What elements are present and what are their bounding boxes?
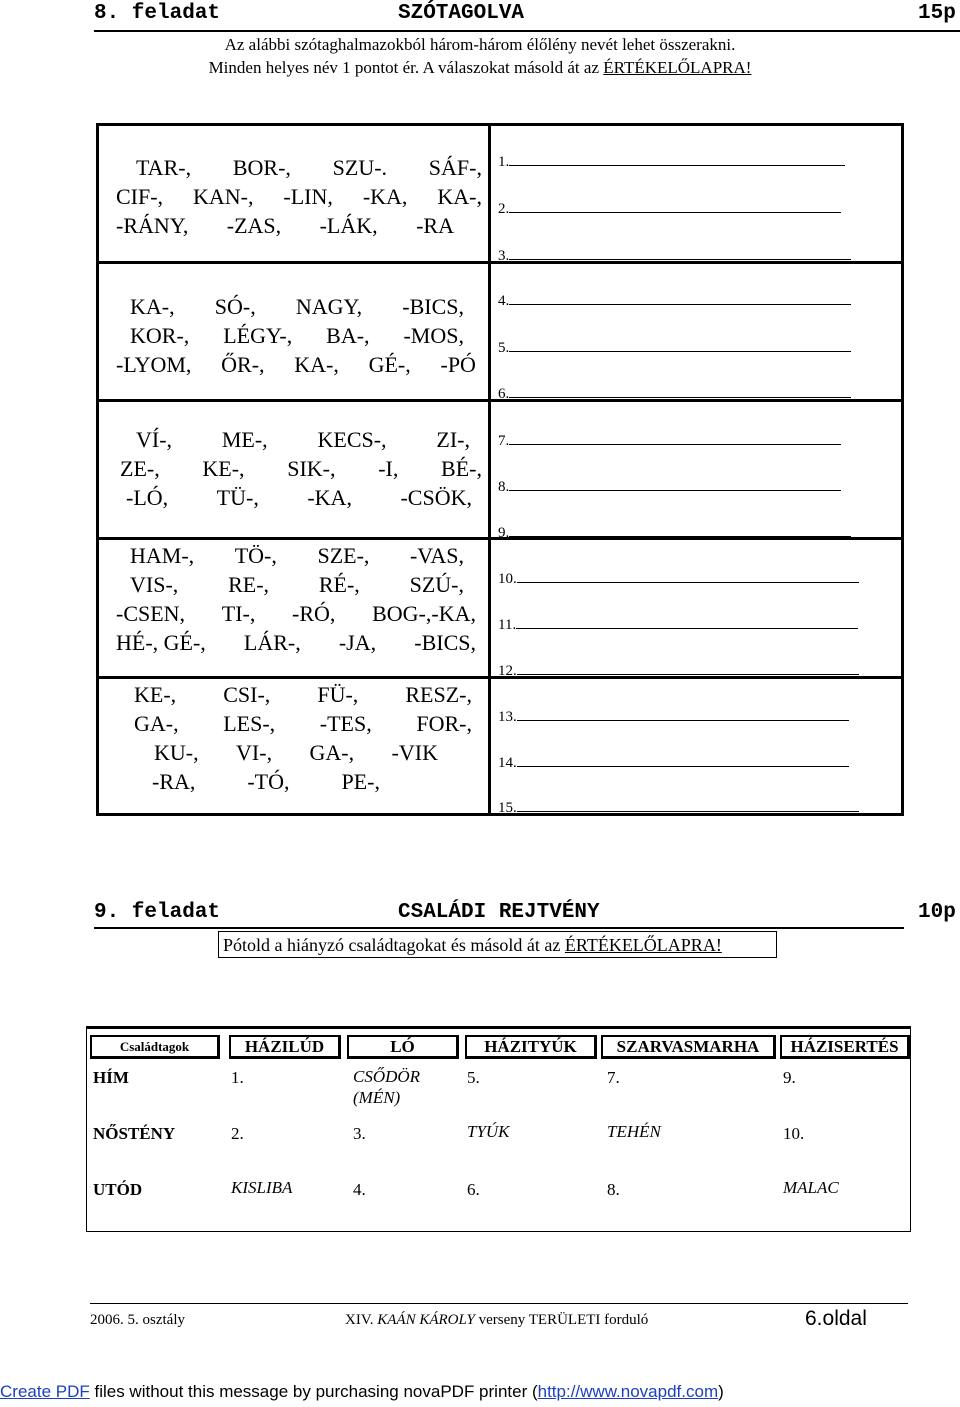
answer-cell-1[interactable]: 1. bbox=[231, 1068, 244, 1087]
syllable: ZI-, bbox=[436, 427, 470, 452]
syllable: TÜ-, bbox=[216, 485, 259, 510]
syllable-line bbox=[116, 350, 476, 379]
syllable: ZE-, bbox=[120, 456, 160, 481]
column-header-text: LÓ bbox=[390, 1037, 415, 1056]
syllable-line bbox=[152, 767, 380, 796]
syllable-block-5 bbox=[134, 680, 472, 738]
syllable: KECS-, bbox=[317, 427, 387, 452]
answer-cell-2[interactable]: 2. bbox=[231, 1124, 244, 1143]
answer-cell-5[interactable]: 5. bbox=[467, 1068, 480, 1087]
answer-cell-9[interactable]: 9. bbox=[783, 1068, 796, 1087]
column-header-text: HÁZITYÚK bbox=[484, 1037, 577, 1056]
answer-blank[interactable] bbox=[516, 614, 858, 629]
answer-blank[interactable] bbox=[509, 383, 851, 398]
cell-tehen: TEHÉN bbox=[607, 1122, 661, 1141]
answer-number: 6. bbox=[498, 386, 510, 402]
task8-header-rule bbox=[94, 30, 960, 32]
syllable: PE-, bbox=[341, 769, 380, 794]
column-header-hazisertes bbox=[780, 1035, 910, 1059]
cell-csodor-line1: CSŐDÖR bbox=[353, 1067, 421, 1086]
answer-cell-6[interactable]: 6. bbox=[467, 1180, 480, 1199]
footer-page-number: 6.oldal bbox=[805, 1307, 867, 1330]
task8-instructions-line1: Az alábbi szótaghalmazokból három-három élőlény nevét lehet összerakni. bbox=[224, 35, 736, 54]
syllable: KOR-, bbox=[130, 323, 190, 348]
answer-blank[interactable] bbox=[509, 290, 851, 305]
footer-center bbox=[345, 1312, 648, 1329]
answer-line[interactable] bbox=[498, 430, 841, 450]
answer-number: 3. bbox=[498, 248, 510, 264]
syllable: -VAS, bbox=[409, 543, 464, 568]
syllable: VIS-, bbox=[130, 572, 179, 597]
syllable-line bbox=[116, 599, 476, 628]
syllable: -BICS, bbox=[402, 294, 464, 319]
answer-number: 2. bbox=[498, 201, 510, 217]
syllable: GÉ-, bbox=[368, 352, 411, 377]
syllable-line bbox=[130, 570, 464, 599]
banner-link-url[interactable]: http://www.novapdf.com bbox=[537, 1382, 719, 1401]
cell-csodor bbox=[353, 1066, 420, 1108]
answer-blank[interactable] bbox=[509, 476, 841, 491]
task9-header-rule bbox=[94, 927, 904, 929]
syllable: TAR-, bbox=[136, 155, 192, 180]
syllable: LÁR-, bbox=[243, 630, 301, 655]
syllable: -PÓ bbox=[440, 352, 476, 377]
answer-line[interactable] bbox=[498, 522, 851, 542]
footer-center-suffix: verseny TERÜLETI forduló bbox=[474, 1312, 649, 1328]
novapdf-banner bbox=[0, 1382, 960, 1402]
answer-number: 13. bbox=[498, 709, 517, 725]
footer-center-prefix: XIV. bbox=[345, 1312, 378, 1328]
syllable: BOG-,-KA, bbox=[372, 601, 476, 626]
row-label-nosteny: NŐSTÉNY bbox=[93, 1124, 176, 1143]
answer-line[interactable] bbox=[498, 660, 859, 680]
task8-points: 15p bbox=[918, 2, 956, 25]
syllable: KA-, bbox=[130, 294, 175, 319]
answer-blank[interactable] bbox=[517, 660, 859, 675]
syllable: RÉ-, bbox=[318, 572, 360, 597]
answer-line[interactable] bbox=[498, 752, 849, 772]
syllable-line bbox=[136, 153, 482, 182]
syllable-line bbox=[130, 292, 464, 321]
task8-title: SZÓTAGOLVA bbox=[398, 2, 525, 25]
answer-cell-8[interactable]: 8. bbox=[607, 1180, 620, 1199]
syllable: -KA, bbox=[362, 184, 408, 209]
column-header-hazilud bbox=[229, 1035, 341, 1059]
syllable: HÉ-, GÉ-, bbox=[116, 630, 206, 655]
syllable-line bbox=[126, 483, 472, 512]
column-header-text: SZARVASMARHA bbox=[616, 1037, 760, 1056]
syllable-block-3 bbox=[136, 425, 470, 454]
answer-number: 14. bbox=[498, 755, 517, 771]
syllable-block-5d bbox=[152, 767, 380, 796]
syllable: -MOS, bbox=[403, 323, 464, 348]
cell-csodor-line2: (MÉN) bbox=[353, 1088, 401, 1107]
task9-points: 10p bbox=[918, 901, 956, 924]
syllable-block-1 bbox=[136, 153, 482, 182]
syllable: BA-, bbox=[326, 323, 370, 348]
answer-number: 11. bbox=[498, 617, 517, 633]
answer-number: 8. bbox=[498, 479, 510, 495]
answer-line[interactable] bbox=[498, 198, 841, 218]
answer-number: 7. bbox=[498, 433, 510, 449]
syllable-block-1c bbox=[116, 211, 454, 240]
answer-number: 9. bbox=[498, 525, 510, 541]
answer-line[interactable] bbox=[498, 797, 859, 817]
syllable-line bbox=[116, 211, 454, 240]
answer-line[interactable] bbox=[498, 383, 851, 403]
syllable: -TES, bbox=[319, 711, 372, 736]
syllable-block-3c bbox=[126, 483, 472, 512]
answer-blank[interactable] bbox=[509, 522, 851, 537]
syllable: TI-, bbox=[221, 601, 256, 626]
answer-number: 5. bbox=[498, 340, 510, 356]
syllable: KAN-, bbox=[192, 184, 254, 209]
syllable: HAM-, bbox=[130, 543, 195, 568]
syllable-block-4c bbox=[116, 599, 476, 657]
answer-blank[interactable] bbox=[517, 752, 849, 767]
syllable: -KA, bbox=[307, 485, 352, 510]
task9-instruction-text: Pótold a hiányzó családtagokat és másold át az bbox=[223, 935, 565, 955]
banner-end: ) bbox=[718, 1382, 724, 1401]
task8-instructions-line2 bbox=[0, 58, 960, 78]
syllable: SÓ-, bbox=[214, 294, 256, 319]
syllable: SZE-, bbox=[317, 543, 370, 568]
syllable-line bbox=[130, 541, 464, 570]
syllable: NAGY, bbox=[295, 294, 363, 319]
answer-blank[interactable] bbox=[509, 337, 851, 352]
syllable: SÁF-, bbox=[428, 155, 482, 180]
syllable: ŐR-, bbox=[221, 352, 265, 377]
answer-blank[interactable] bbox=[509, 245, 851, 260]
answer-line[interactable] bbox=[498, 706, 849, 726]
answer-line[interactable] bbox=[498, 476, 841, 496]
answer-line[interactable] bbox=[498, 245, 851, 265]
column-header-lo bbox=[347, 1035, 459, 1059]
syllable: RESZ-, bbox=[405, 682, 472, 707]
syllable: -CSÖK, bbox=[400, 485, 472, 510]
answer-blank[interactable] bbox=[509, 198, 841, 213]
syllable: SZÚ-, bbox=[409, 572, 464, 597]
syllable: VÍ-, bbox=[136, 427, 173, 452]
syllable-block-2 bbox=[130, 292, 464, 350]
answer-number: 1. bbox=[498, 154, 510, 170]
answer-number: 10. bbox=[498, 571, 517, 587]
column-header-text: HÁZILÚD bbox=[244, 1037, 325, 1056]
syllable-line bbox=[116, 182, 482, 211]
syllable: KU-, bbox=[154, 740, 199, 765]
syllable-block-1b bbox=[116, 182, 482, 211]
syllable: BOR-, bbox=[232, 155, 291, 180]
answer-line[interactable] bbox=[498, 614, 858, 634]
table-header-label bbox=[90, 1035, 220, 1059]
answer-cell-10[interactable]: 10. bbox=[783, 1124, 805, 1143]
syllable: CIF-, bbox=[116, 184, 164, 209]
syllable-block-3b bbox=[120, 454, 482, 483]
column-header-szarvasmarha bbox=[601, 1035, 776, 1059]
column-header-hazityuk bbox=[465, 1035, 597, 1059]
task8-instructions-link[interactable]: ÉRTÉKELŐLAPRA! bbox=[603, 58, 752, 77]
syllable-line bbox=[134, 709, 472, 738]
syllable: KE-, bbox=[134, 682, 177, 707]
task9-instruction-box bbox=[218, 931, 777, 958]
syllable: -LYOM, bbox=[116, 352, 192, 377]
task8-number: 8. feladat bbox=[94, 2, 221, 25]
answer-number: 12. bbox=[498, 663, 517, 679]
syllable: -RA bbox=[416, 213, 454, 238]
syllable: ME-, bbox=[221, 427, 268, 452]
banner-link-create-pdf[interactable]: Create PDF bbox=[0, 1382, 90, 1401]
syllable: FÜ-, bbox=[317, 682, 359, 707]
syllable: VI-, bbox=[236, 740, 273, 765]
syllable-line bbox=[134, 680, 472, 709]
header-label-text: Családtagok bbox=[119, 1039, 190, 1054]
syllable: -CSEN, bbox=[116, 601, 186, 626]
answer-cell-4[interactable]: 4. bbox=[353, 1180, 366, 1199]
syllable: LES-, bbox=[223, 711, 276, 736]
syllable-line bbox=[154, 738, 438, 767]
cell-malac: MALAC bbox=[783, 1178, 839, 1197]
cell-tyuk: TYÚK bbox=[467, 1122, 510, 1141]
syllable: -ZAS, bbox=[226, 213, 282, 238]
footer-left: 2006. 5. osztály bbox=[90, 1312, 185, 1328]
row-label-him: HÍM bbox=[93, 1068, 129, 1087]
syllable: RE-, bbox=[228, 572, 270, 597]
answer-number: 15. bbox=[498, 800, 517, 816]
answer-cell-3[interactable]: 3. bbox=[353, 1124, 366, 1143]
syllable: LÉGY-, bbox=[223, 323, 293, 348]
syllable: SIK-, bbox=[287, 456, 336, 481]
syllable: BÉ-, bbox=[441, 456, 482, 481]
syllable: -LÓ, bbox=[126, 485, 169, 510]
syllable-line bbox=[120, 454, 482, 483]
column-header-text: HÁZISERTÉS bbox=[790, 1037, 899, 1056]
syllable-block-2c bbox=[116, 350, 476, 379]
syllable: -BICS, bbox=[414, 630, 476, 655]
syllable: -TÓ, bbox=[247, 769, 290, 794]
syllable: TÖ-, bbox=[234, 543, 277, 568]
syllable: -LIN, bbox=[283, 184, 333, 209]
answer-cell-7[interactable]: 7. bbox=[607, 1068, 620, 1087]
answer-line[interactable] bbox=[498, 337, 851, 357]
banner-text: files without this message by purchasing novaPDF printer ( bbox=[89, 1382, 538, 1401]
syllable-block-4 bbox=[130, 541, 464, 599]
syllable: -RÓ, bbox=[292, 601, 336, 626]
answer-blank[interactable] bbox=[509, 430, 841, 445]
syllable: SZU-. bbox=[332, 155, 388, 180]
answer-line[interactable] bbox=[498, 568, 859, 588]
syllable-line bbox=[130, 321, 464, 350]
answer-blank[interactable] bbox=[517, 568, 859, 583]
answer-blank[interactable] bbox=[517, 797, 859, 812]
answer-line[interactable] bbox=[498, 151, 845, 171]
syllable: -LÁK, bbox=[319, 213, 378, 238]
syllable: GA-, bbox=[134, 711, 179, 736]
answer-number: 4. bbox=[498, 293, 510, 309]
cell-kisliba: KISLIBA bbox=[231, 1178, 293, 1197]
grid-divider bbox=[488, 123, 491, 816]
syllable: FOR-, bbox=[416, 711, 472, 736]
syllable: KE-, bbox=[202, 456, 245, 481]
syllable-line bbox=[136, 425, 470, 454]
syllable: CSI-, bbox=[223, 682, 271, 707]
footer-center-italic: KAÁN KÁROLY bbox=[377, 1312, 475, 1328]
row-label-utod: UTÓD bbox=[93, 1180, 143, 1199]
syllable: -RA, bbox=[152, 769, 196, 794]
syllable-line bbox=[116, 628, 476, 657]
task8-instructions-text: Minden helyes név 1 pontot ér. A válaszokat másold át az bbox=[208, 58, 604, 77]
footer-rule bbox=[90, 1303, 908, 1304]
syllable: -JA, bbox=[338, 630, 377, 655]
syllable: GA-, bbox=[309, 740, 355, 765]
syllable: KA-, bbox=[437, 184, 482, 209]
syllable: -RÁNY, bbox=[116, 213, 189, 238]
syllable: -VIK bbox=[391, 740, 438, 765]
task9-number: 9. feladat bbox=[94, 901, 221, 924]
answer-blank[interactable] bbox=[509, 151, 845, 166]
task9-title: CSALÁDI REJTVÉNY bbox=[398, 901, 600, 924]
task9-instruction-link[interactable]: ÉRTÉKELŐLAPRA! bbox=[564, 935, 722, 955]
answer-blank[interactable] bbox=[517, 706, 849, 721]
syllable-block-5c bbox=[154, 738, 438, 767]
syllable: -I, bbox=[378, 456, 399, 481]
answer-line[interactable] bbox=[498, 290, 851, 310]
syllable: KA-, bbox=[294, 352, 339, 377]
